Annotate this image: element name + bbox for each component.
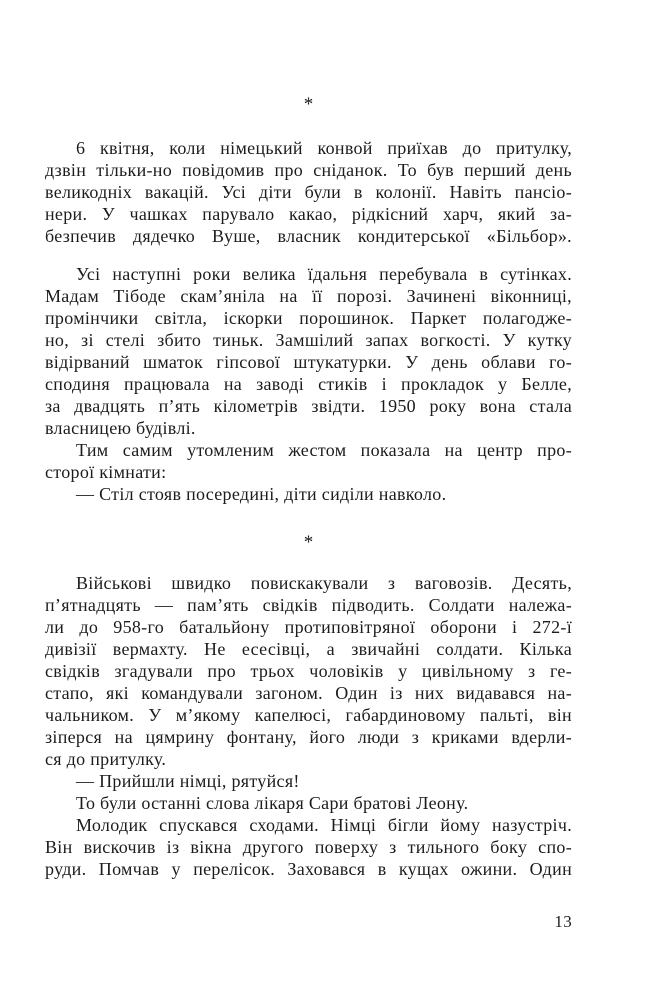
text-line: п’ятнадцять — пам’ять свідків підводить. Солдати належа- [45, 595, 572, 615]
text-line: сподиня працювала на заводі стиків і прокладок у Белле, [45, 374, 572, 394]
text-line: Він вискочив із вікна другого поверху з тильного боку спо- [45, 837, 572, 857]
text-line: дивізії вермахту. Не есесівці, а звичайні солдати. Кілька [45, 639, 572, 659]
paragraph [45, 137, 572, 247]
text-line: Мадам Тібоде скам’яніла на її порозі. Зачинені віконниці, [45, 286, 572, 306]
text-line: свідків згадували про трьох чоловіків у цивільному з ге- [45, 661, 572, 681]
text-line: Усі наступні роки велика їдальня перебувала в сутінках. [76, 264, 572, 284]
text-line: Військові швидко повискакували з ваговозів. Десять, [76, 573, 572, 593]
paragraph [45, 770, 572, 792]
page-number: 13 [554, 912, 572, 931]
text-line: зіперся на цямрину фонтану, його люди з криками вдерли- [45, 727, 572, 747]
text-line: відірваний шматок гіпсової штукатурки. У день облави го- [45, 352, 572, 372]
text-line: стапо, які командували загоном. Один із них видавався на- [45, 683, 572, 703]
text-line: за двадцять п’ять кілометрів звідти. 1950 року вона стала [45, 396, 572, 416]
text-line: Молодик спускався сходами. Німці бігли йому назустріч. [76, 815, 572, 835]
section-break [45, 247, 572, 263]
text-line: великодніх вакацій. Усі діти були в колонії. Навіть пансіо- [45, 182, 572, 202]
text-line: дзвін тільки-но повідомив про сніданок. То був перший день [45, 160, 572, 180]
text-line: безпечив дядечко Вуше, власник кондитерської «Більбор». [45, 226, 572, 246]
text-line: 6 квітня, коли німецький конвой приїхав до притулку, [76, 138, 572, 158]
section-separator-star: * [303, 532, 314, 553]
text-line: Тим самим утомленим жестом показала на центр про- [76, 440, 572, 460]
text-line: но, зі стелі збито тиньк. Замшілий запах вогкості. У кутку [45, 330, 572, 350]
text-line: промінчики світла, іскорки порошинок. Паркет полагодже- [45, 308, 572, 328]
text-line: То були останні слова лікаря Сари братові Леону. [76, 793, 469, 813]
text-line: чальником. У м’якому капелюсі, габардиновому пальті, він [45, 705, 572, 725]
text-line: власницею будівлі. [45, 418, 196, 438]
text-line: — Стіл стояв посередині, діти сиділи навколо. [76, 484, 447, 504]
text-line: руди. Помчав у перелісок. Заховався в кущах ожини. Один [45, 859, 572, 879]
text-line: нери. У чашках парувало какао, рідкісний харч, який за- [45, 204, 572, 224]
text-line: сторої кімнати: [45, 462, 167, 482]
paragraph [45, 439, 572, 483]
section-separator-star: * [303, 94, 314, 115]
text-column [45, 0, 572, 880]
paragraph [45, 572, 572, 770]
text-line: ся до притулку. [45, 749, 167, 769]
paragraph [45, 483, 572, 505]
paragraph [45, 263, 572, 439]
paragraph [45, 792, 572, 814]
paragraph [45, 814, 572, 880]
text-line: ли до 958-го батальйону протиповітряної оборони і 272-ї [45, 617, 572, 637]
text-line: — Прийшли німці, рятуйся! [76, 771, 300, 791]
